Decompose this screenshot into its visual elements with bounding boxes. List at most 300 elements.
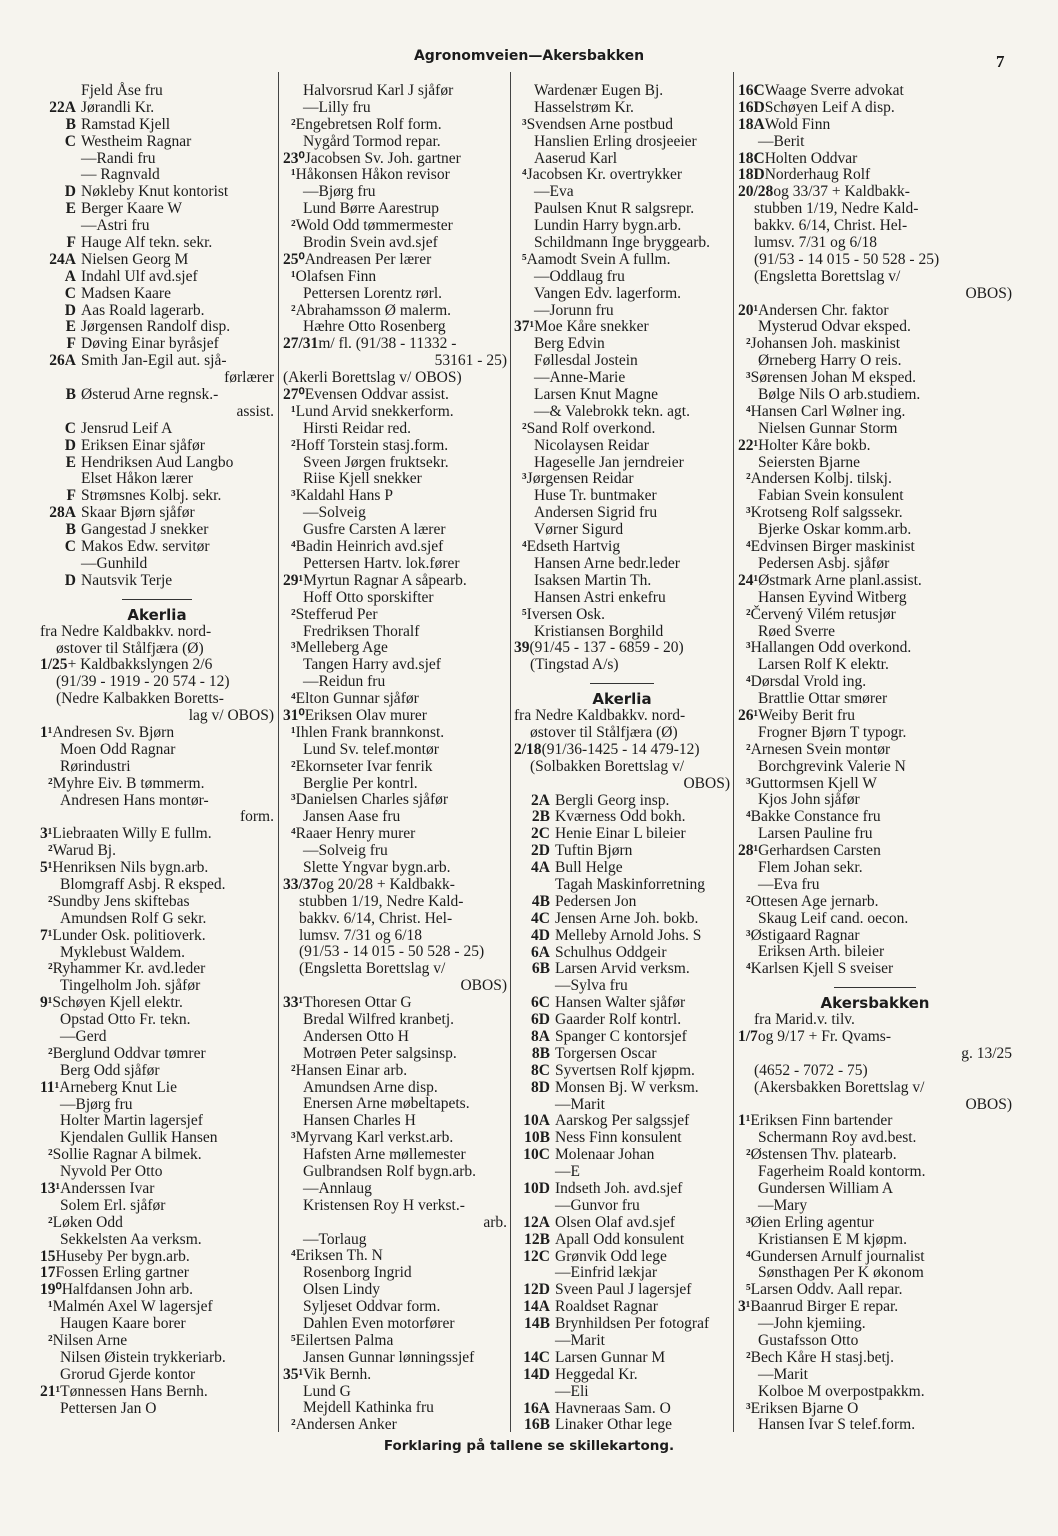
entry-text: Dørsdal Vrold ing.	[750, 673, 867, 691]
entry-text: Hæhre Otto Rosenberg	[303, 318, 446, 336]
entry-text: Wold Odd tømmermester	[295, 217, 453, 235]
directory-entry	[738, 911, 1012, 928]
entry-text: —Oddlaug fru	[534, 267, 625, 285]
entry-text: Myklebust Waldem.	[60, 943, 186, 961]
house-number: 1/25	[40, 656, 68, 674]
directory-entry	[738, 928, 1012, 945]
entry-text: + Kaldbakkslyngen 2/6	[67, 656, 213, 674]
house-number: 26¹	[738, 706, 759, 724]
directory-entry	[283, 877, 507, 894]
entry-text: Mysterud Odvar eksped.	[758, 318, 911, 336]
house-number: ⁴	[522, 538, 527, 556]
house-number: ⁴	[291, 825, 296, 843]
directory-entry	[738, 1097, 1012, 1114]
entry-text: Gangestad J snekker	[81, 521, 209, 539]
entry-text: Nøkleby Knut kontorist	[81, 183, 229, 201]
entry-text: førlærer	[224, 369, 274, 387]
entry-text: Raaer Henry murer	[295, 825, 416, 843]
entry-text: Gustafsson Otto	[758, 1332, 859, 1350]
entry-text: Krotseng Rolf salgssekr.	[750, 504, 903, 522]
directory-entry	[514, 1249, 730, 1266]
entry-text: Elton Gunnar sjåfør	[295, 690, 419, 708]
directory-entry	[283, 117, 507, 134]
directory-entry	[40, 995, 274, 1012]
directory-entry	[514, 624, 730, 641]
entry-text: Weiby Berit fru	[758, 706, 856, 724]
directory-entry	[283, 488, 507, 505]
directory-entry	[514, 1012, 730, 1029]
entry-text: Schøyen Leif A disp.	[764, 98, 895, 116]
entry-text: Sundby Jens skiftebas	[52, 892, 190, 910]
directory-entry	[738, 1130, 1012, 1147]
house-number: F	[66, 335, 76, 353]
directory-entry	[40, 708, 274, 725]
entry-text: Larsen Knut Magne	[534, 386, 658, 404]
entry-text: Gaarder Rolf kontrl.	[555, 1011, 682, 1029]
page-number: 7	[996, 52, 1005, 71]
directory-entry	[738, 539, 1012, 556]
entry-text: Jensrud Leif A	[81, 419, 173, 437]
entry-text: Borchgrevink Valerie N	[758, 757, 906, 775]
directory-entry	[40, 488, 274, 505]
entry-text: OBOS)	[683, 774, 730, 792]
entry-text: Syvertsen Rolf kjøpm.	[555, 1061, 695, 1079]
house-number: 22¹	[738, 436, 759, 454]
directory-entry	[738, 590, 1012, 607]
directory-entry	[738, 607, 1012, 624]
entry-text: Spanger C kontorsjef	[555, 1027, 687, 1045]
house-number: 12A	[523, 1213, 550, 1231]
entry-text: Svendsen Arne postbud	[526, 115, 674, 133]
entry-text: Indseth Joh. avd.sjef	[555, 1180, 683, 1197]
entry-text: Aarskog Per salgssjef	[555, 1112, 690, 1130]
directory-entry	[283, 319, 507, 336]
directory-entry	[283, 167, 507, 184]
entry-text: Bech Kåre H stasj.betj.	[750, 1348, 894, 1366]
entry-text: Sønsthagen Per K økonom	[758, 1264, 924, 1282]
entry-text: Henriksen Nils bygn.arb.	[52, 859, 209, 877]
directory-entry	[738, 151, 1012, 168]
house-number: ⁵	[746, 1281, 751, 1299]
entry-text: Hansen Eyvind Witberg	[758, 588, 907, 606]
directory-entry	[283, 725, 507, 742]
directory-entry	[283, 708, 507, 725]
entry-text: Schøyen Kjell elektr.	[52, 994, 183, 1012]
entry-text: Eriksen Th. N	[295, 1247, 383, 1265]
house-number: 7¹	[40, 926, 53, 944]
entry-text: Jensen Arne Joh. bokb.	[555, 909, 699, 927]
directory-entry	[283, 843, 507, 860]
entry-text: Tangen Harry avd.sjef	[303, 656, 441, 674]
house-number: 28A	[49, 504, 76, 522]
directory-entry	[283, 83, 507, 100]
entry-text: Larsen Gunnar M	[555, 1348, 666, 1366]
entry-text: Ihlen Frank brannkonst.	[295, 723, 445, 741]
entry-text: Pedersen Jon	[555, 892, 637, 910]
directory-entry	[738, 1384, 1012, 1401]
entry-text: Eriksen Arth. bileier	[758, 943, 885, 961]
entry-text: Nicolaysen Reidar	[534, 436, 649, 454]
directory-entry	[40, 894, 274, 911]
directory-entry	[738, 624, 1012, 641]
directory-entry	[738, 877, 1012, 894]
directory-entry	[514, 1333, 730, 1350]
directory-entry	[738, 826, 1012, 843]
directory-entry	[283, 759, 507, 776]
entry-text: Hansen Arne bedr.leder	[534, 554, 680, 572]
entry-text: —Einfrid lækjar	[555, 1264, 658, 1282]
directory-entry	[514, 1316, 730, 1333]
directory-entry	[40, 1249, 274, 1266]
house-number: ³	[746, 774, 751, 792]
entry-text: OBOS)	[965, 1095, 1012, 1113]
directory-entry	[514, 945, 730, 962]
directory-entry	[283, 928, 507, 945]
house-number: 28¹	[738, 842, 759, 860]
directory-entry	[283, 522, 507, 539]
entry-text: Bakke Constance fru	[750, 808, 881, 826]
directory-entry	[40, 539, 274, 556]
house-number: 33/37	[283, 875, 319, 893]
entry-text: Gusfre Carsten A lærer	[303, 521, 446, 539]
entry-text: Kværness Odd bokh.	[555, 808, 686, 826]
directory-entry	[738, 421, 1012, 438]
directory-entry	[738, 1181, 1012, 1198]
entry-text: Røed Sverre	[758, 622, 836, 640]
entry-text: og 33/37 + Kaldbakk-	[773, 183, 910, 201]
directory-entry	[514, 505, 730, 522]
house-number: 23⁰	[283, 149, 305, 167]
entry-text: 53161 - 25)	[434, 352, 507, 370]
entry-text: Hoff Torstein stasj.form.	[295, 436, 449, 454]
entry-text: —Marit	[555, 1332, 605, 1350]
directory-entry	[40, 1299, 274, 1316]
house-number: ²	[291, 1416, 296, 1434]
directory-entry	[283, 151, 507, 168]
house-number: B	[65, 521, 76, 539]
directory-entry	[40, 809, 274, 826]
directory-entry	[283, 792, 507, 809]
directory-entry	[40, 201, 274, 218]
directory-entry	[738, 455, 1012, 472]
entry-text: Myrtun Ragnar A såpearb.	[303, 571, 467, 589]
directory-entry	[283, 1181, 507, 1198]
entry-text: Ryhammer Kr. avd.leder	[52, 960, 206, 978]
entry-text: Blomgraff Asbj. R eksped.	[60, 875, 226, 893]
directory-entry	[514, 83, 730, 100]
directory-entry	[40, 742, 274, 759]
directory-entry	[40, 387, 274, 404]
directory-entry	[514, 319, 730, 336]
entry-text: Baanrud Birger E repar.	[750, 1298, 899, 1316]
entry-text: Pedersen Asbj. sjåfør	[758, 554, 890, 572]
directory-entry	[283, 776, 507, 793]
entry-text: Kaldahl Hans P	[295, 487, 393, 505]
entry-text: Holter Kåre bokb.	[758, 436, 871, 454]
entry-text: Berger Kaare W	[81, 200, 182, 218]
directory-entry	[283, 961, 507, 978]
entry-text: —Gunhild	[81, 554, 148, 572]
directory-entry	[283, 1232, 507, 1249]
directory-entry	[283, 438, 507, 455]
house-number: ⁴	[746, 538, 751, 556]
directory-entry	[283, 826, 507, 843]
entry-text: Lundin Harry bygn.arb.	[534, 217, 682, 235]
entry-text: Pettersen Lorentz rørl.	[303, 284, 443, 302]
directory-entry	[738, 1012, 1012, 1029]
entry-text: Ramstad Kjell	[81, 115, 171, 133]
directory-entry	[738, 83, 1012, 100]
house-number: ²	[291, 605, 296, 623]
directory-entry	[738, 319, 1012, 336]
directory-entry	[514, 421, 730, 438]
directory-entry	[283, 1080, 507, 1097]
entry-text: Døving Einar byråsjef	[81, 335, 219, 353]
directory-entry	[738, 1080, 1012, 1097]
directory-entry	[40, 641, 274, 658]
house-number: 21¹	[40, 1382, 61, 1400]
directory-entry	[738, 134, 1012, 151]
entry-text: (Engsletta Borettslag v/	[754, 267, 901, 285]
column-divider	[278, 72, 279, 1432]
directory-entry	[738, 1350, 1012, 1367]
directory-entry	[40, 184, 274, 201]
house-number: E	[65, 453, 76, 471]
directory-entry	[40, 1046, 274, 1063]
house-number: 16C	[738, 82, 765, 99]
directory-entry	[514, 573, 730, 590]
directory-entry	[283, 1248, 507, 1265]
directory-entry	[40, 1181, 274, 1198]
house-number: ²	[291, 115, 296, 133]
directory-entry	[514, 218, 730, 235]
entry-text: Tagah Maskinforretning	[555, 875, 705, 893]
entry-text: —Reidun fru	[303, 673, 386, 691]
directory-entry	[283, 640, 507, 657]
entry-text: Føllesdal Jostein	[534, 352, 638, 370]
entry-text: —Annlaug	[303, 1179, 372, 1197]
entry-text: Johansen Joh. maskinist	[750, 335, 901, 353]
directory-entry	[40, 117, 274, 134]
entry-text: g. 13/25	[961, 1044, 1012, 1062]
directory-entry	[40, 1164, 274, 1181]
house-number: ³	[291, 487, 296, 505]
house-number: 6B	[531, 960, 550, 978]
entry-text: Brattlie Ottar smører	[758, 690, 888, 708]
directory-entry	[514, 742, 730, 759]
entry-text: Seiersten Bjarne	[758, 453, 861, 471]
directory-entry	[738, 860, 1012, 877]
directory-entry	[283, 404, 507, 421]
directory-entry	[40, 1012, 274, 1029]
directory-entry	[514, 590, 730, 607]
entry-text: Mejdell Kathinka fru	[303, 1399, 434, 1417]
directory-entry	[283, 1012, 507, 1029]
directory-entry	[283, 742, 507, 759]
directory-entry	[40, 353, 274, 370]
directory-entry	[738, 269, 1012, 286]
directory-entry	[514, 826, 730, 843]
house-number: E	[65, 200, 76, 218]
entry-text: Jacobsen Kr. overtrykker	[526, 166, 683, 184]
entry-text: Kjos John sjåfør	[758, 791, 860, 809]
house-number: 16D	[738, 98, 765, 116]
directory-entry	[40, 1384, 274, 1401]
entry-text: Melleby Arnold Johs. S	[555, 926, 702, 944]
entry-text: bakkv. 6/14, Christ. Hel-	[299, 909, 453, 927]
directory-entry	[514, 1232, 730, 1249]
entry-text: m/ fl. (91/38 - 11332 -	[318, 335, 457, 353]
entry-text: Strømsnes Kolbj. sekr.	[81, 487, 222, 505]
entry-text: Eriksen Finn bartender	[750, 1112, 893, 1130]
directory-entry	[283, 539, 507, 556]
directory-entry	[40, 455, 274, 472]
entry-text: Hageselle Jan jerndreier	[534, 453, 684, 471]
entry-text: —Anne-Marie	[534, 369, 626, 387]
entry-text: Nielsen Gunnar Storm	[758, 419, 898, 437]
directory-entry	[40, 556, 274, 573]
directory-entry	[514, 539, 730, 556]
directory-entry	[738, 336, 1012, 353]
section-heading	[738, 986, 1012, 1012]
directory-entry	[283, 1350, 507, 1367]
house-number: ¹	[291, 166, 296, 184]
directory-entry	[283, 556, 507, 573]
directory-entry	[283, 336, 507, 353]
directory-entry	[283, 624, 507, 641]
entry-text: (Akersbakken Borettslag v/	[754, 1078, 925, 1096]
directory-entry	[738, 1299, 1012, 1316]
entry-text: Hanslien Erling drosjeeier	[534, 132, 697, 150]
directory-entry	[40, 1232, 274, 1249]
house-number: 22A	[49, 98, 76, 116]
directory-entry	[514, 1097, 730, 1114]
house-number: ²	[291, 217, 296, 235]
directory-entry	[514, 1198, 730, 1215]
house-number: ³	[746, 369, 751, 387]
entry-text: Molenaar Johan	[555, 1146, 655, 1164]
entry-text: —Torlaug	[303, 1230, 367, 1248]
entry-text: Løken Odd	[52, 1213, 123, 1231]
entry-text: Ekornseter Ivar fenrik	[295, 757, 433, 775]
entry-text: —Berit	[758, 132, 805, 150]
entry-text: OBOS)	[460, 977, 507, 995]
entry-text: (91/36-1425 - 14 479-12)	[541, 740, 700, 758]
directory-entry	[40, 793, 274, 810]
directory-entry	[283, 269, 507, 286]
house-number: ¹	[291, 723, 296, 741]
house-number: 18D	[738, 166, 765, 184]
directory-entry	[738, 894, 1012, 911]
house-number: 8B	[531, 1044, 550, 1062]
directory-entry	[514, 100, 730, 117]
house-number: 4B	[531, 892, 550, 910]
entry-text: Evensen Oddvar assist.	[304, 386, 449, 404]
entry-text: Frogner Bjørn T typogr.	[758, 723, 907, 741]
house-number: 15	[40, 1247, 56, 1265]
entry-text: Hasselstrøm Kr.	[534, 98, 634, 116]
entry-text: Brynhildsen Per fotograf	[555, 1315, 710, 1333]
house-number: ⁵	[522, 250, 527, 268]
entry-text: Hendriksen Aud Langbo	[81, 453, 234, 471]
entry-text: Larsen Arvid verksm.	[555, 960, 690, 978]
entry-text: Rørindustri	[60, 757, 131, 775]
directory-entry	[283, 1265, 507, 1282]
entry-text: Andersen Kolbj. tilskj.	[750, 470, 892, 488]
house-number: ²	[746, 892, 751, 910]
directory-entry	[738, 1164, 1012, 1181]
directory-entry	[514, 117, 730, 134]
directory-column-2	[283, 83, 507, 1434]
house-number: C	[64, 538, 76, 556]
entry-text: Bergli Georg insp.	[555, 791, 670, 809]
entry-text: Østensen Thv. platearb.	[750, 1146, 897, 1164]
directory-entry	[283, 1164, 507, 1181]
entry-text: Tuftin Bjørn	[555, 842, 633, 860]
entry-text: Schulhus Oddgeir	[555, 943, 667, 961]
directory-entry	[283, 421, 507, 438]
directory-entry	[514, 303, 730, 320]
directory-entry	[514, 370, 730, 387]
directory-entry	[738, 708, 1012, 725]
entry-text: (91/53 - 14 015 - 50 528 - 25)	[299, 943, 485, 961]
directory-entry	[40, 843, 274, 860]
entry-text: Fredriksen Thoralf	[303, 622, 420, 640]
directory-entry	[283, 607, 507, 624]
entry-text: —Jorunn fru	[534, 301, 614, 319]
street-name: Akerlia	[592, 690, 652, 709]
entry-text: Linaker Othar lege	[555, 1416, 673, 1434]
entry-text: —Astri fru	[81, 217, 150, 235]
house-number: ¹	[291, 267, 296, 285]
entry-text: Vørner Sigurd	[534, 521, 624, 539]
entry-text: (4652 - 7072 - 75)	[754, 1061, 868, 1079]
directory-entry	[40, 911, 274, 928]
directory-entry	[283, 370, 507, 387]
directory-entry	[738, 961, 1012, 978]
entry-text: Gerhardsen Carsten	[758, 842, 881, 860]
directory-entry	[738, 1232, 1012, 1249]
house-number: ²	[746, 335, 751, 353]
entry-text: Larsen Oddv. Aall repar.	[750, 1281, 903, 1299]
directory-entry	[738, 387, 1012, 404]
entry-text: Kristiansen E M kjøpm.	[758, 1230, 907, 1248]
directory-entry	[738, 201, 1012, 218]
entry-text: Østerud Arne regnsk.-	[81, 386, 219, 404]
entry-text: Eriksen Einar sjåfør	[81, 436, 205, 454]
directory-entry	[283, 218, 507, 235]
directory-entry	[738, 303, 1012, 320]
entry-text: Danielsen Charles sjåfør	[295, 791, 449, 809]
entry-text: Jacobsen Sv. Joh. gartner	[304, 149, 461, 167]
directory-column-1	[40, 83, 274, 1417]
entry-text: — Ragnvald	[81, 166, 160, 184]
entry-text: —Bjørg fru	[60, 1095, 133, 1113]
house-number: 2B	[531, 808, 550, 826]
directory-entry	[283, 809, 507, 826]
house-number: D	[64, 183, 76, 201]
directory-entry	[738, 843, 1012, 860]
directory-entry	[514, 134, 730, 151]
entry-text: Berg Edvin	[534, 335, 605, 353]
directory-entry	[283, 100, 507, 117]
directory-entry	[283, 1063, 507, 1080]
directory-entry	[514, 1265, 730, 1282]
entry-text: Tingelholm Joh. sjåfør	[60, 977, 201, 995]
directory-entry	[40, 1130, 274, 1147]
entry-text: Bredal Wilfred kranbetj.	[303, 1010, 455, 1028]
entry-text: Hafsten Arne møllemester	[303, 1146, 466, 1164]
